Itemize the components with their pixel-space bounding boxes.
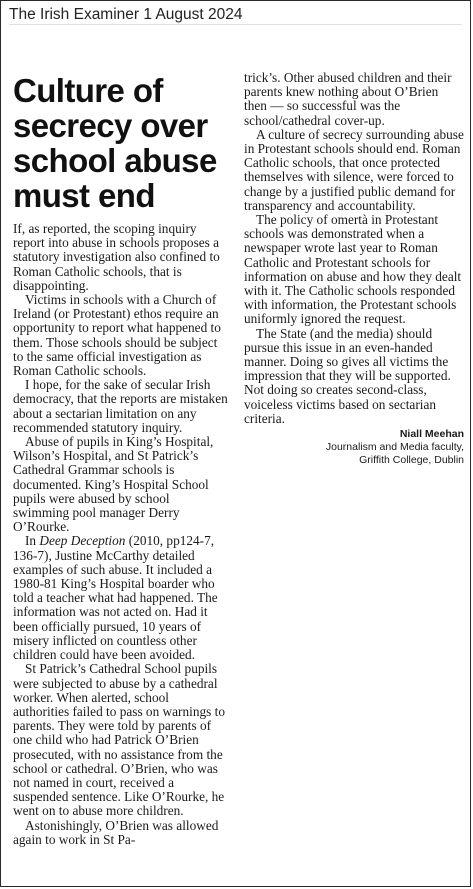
publication-name: The Irish Examiner [9, 6, 140, 23]
article-column-right [244, 71, 464, 467]
paragraph-2: Victims in schools with a Church of Ireland (or Protestant) ethos require an opportunity to report what happened to them. Those schools should be subject to the same official investigation as Roman Catholic schools. [13, 292, 221, 379]
article-column-left [13, 73, 228, 847]
book-lead-in: In [25, 533, 37, 549]
paragraph-11: The State (and the media) should pursue this issue in an even-handed manner. Doing so gives all victims the impression that they will be supported. Not doing so creates second-class, voiceless victims based on sectarian criteria. [244, 325, 451, 426]
paragraph-5-text: (2010, pp124-7, 136-7), Justine McCarthy detailed examples of such abuse. It included a 1980-81 King’s Hospital boarder who told a teacher what had happened. The information was not acted on. Had it been officially pursued, 10 years of misery inflicted on countless other children could have been avoided. [13, 533, 218, 663]
paragraph-4: Abuse of pupils in King’s Hospital, Wilson’s Hospital, and St Patrick’s Cathedral Grammar schools is documented. King’s Hospital School pupils were abused by school swimming pool manager Derry O’Rourke. [13, 434, 214, 535]
paragraph-9: A culture of secrecy surrounding abuse in Protestant schools should end. Roman Catholic schools, that once protected themselves with silence, were forced to change by a justified public demand for transparency and accountability. [244, 126, 464, 213]
headline: Culture of secrecy over school abuse must end [13, 72, 217, 214]
paragraph-6: St Patrick’s Cathedral School pupils were subjected to abuse by a cathedral worker. When alerted, school authorities failed to pass on warnings to parents. They were told by parents of one child who had Patrick O’Brien prosecuted, with no assistance from the school or cathedral. O’Brien, who was not named in court, received a suspended sentence. Like O’Rourke, he went on to abuse more children. [13, 661, 225, 819]
paragraph-7: Astonishingly, O’Brien was allowed again to work in St Pa- [13, 817, 219, 847]
book-title: Deep Deception [39, 533, 126, 549]
paragraph-5 [13, 534, 228, 662]
author-name: Niall Meehan [399, 428, 464, 441]
paragraph-3: I hope, for the sake of secular Irish democracy, that the reports are mistaken about a sectarian limitation on any recommended statutory inquiry. [13, 377, 228, 435]
author-affiliation-line2: Griffith College, Dublin [359, 454, 464, 467]
letter-signature [244, 428, 464, 467]
publication-date: 1 August 2024 [143, 6, 243, 23]
masthead [9, 6, 462, 25]
paragraph-1: If, as reported, the scoping inquiry report into abuse in schools proposes a statutory investigation also confined to Roman Catholic schools, that is disappointing. [13, 221, 220, 293]
paragraph-8: trick’s. Other abused children and their parents knew nothing about O’Brien then — so successful was the school/cathedral cover-up. [244, 70, 452, 128]
author-affiliation-line1: Journalism and Media faculty, [325, 441, 464, 454]
paragraph-10: The policy of omertà in Protestant schools was demonstrated when a newspaper wrote last year to Roman Catholic and Protestant schools for information on abuse and how they dealt with it. The Catholic schools responded with information, the Protestant schools uniformly ignored the request. [244, 212, 462, 327]
